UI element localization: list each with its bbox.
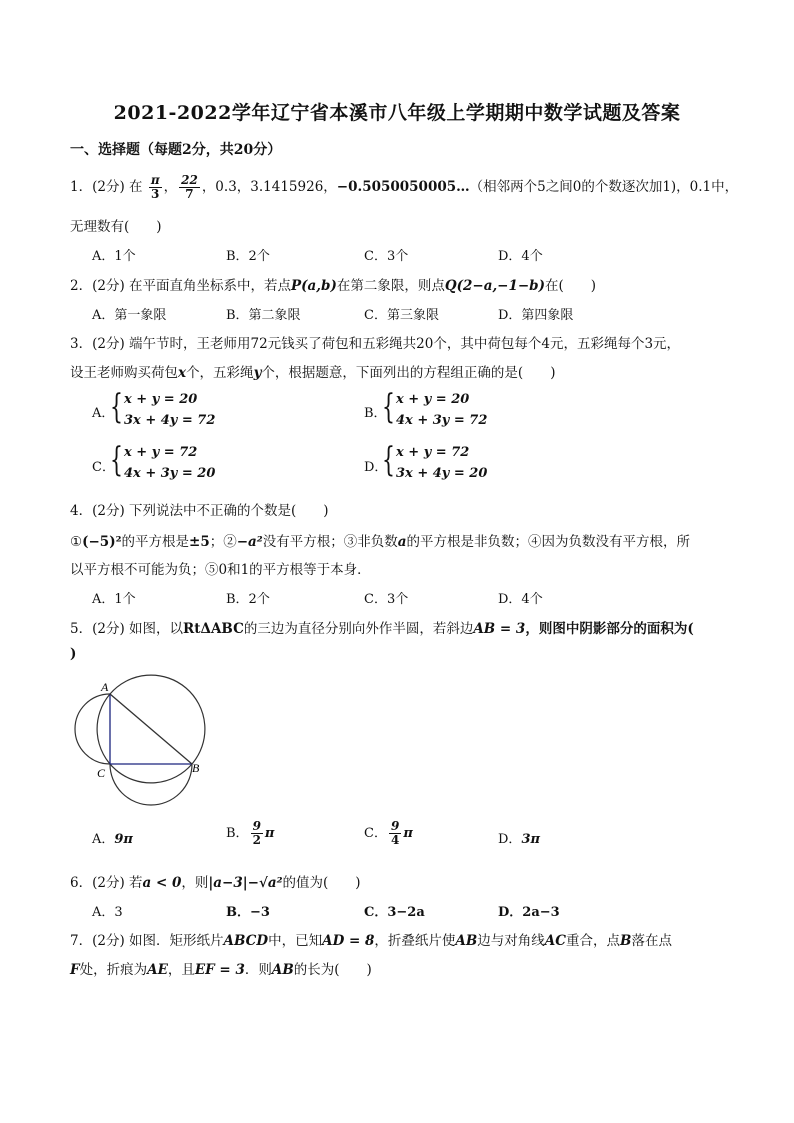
q6-option-b[interactable]: B．−3 bbox=[226, 905, 270, 920]
q2-option-a[interactable]: A．第一象限 bbox=[92, 308, 167, 323]
label-a: A bbox=[101, 680, 109, 694]
q7-text-f: 落在点 bbox=[631, 933, 672, 949]
q7-text-c: ，折叠纸片使 bbox=[374, 933, 456, 949]
q6-option-a[interactable]: A．3 bbox=[92, 905, 123, 920]
q7-text-g: 处，折痕为 bbox=[79, 962, 148, 978]
q3-var-x: x bbox=[178, 365, 187, 381]
q6-text-b: ，则 bbox=[181, 875, 209, 891]
q5-option-c[interactable] bbox=[364, 820, 413, 847]
q3-option-a-system[interactable] bbox=[110, 387, 230, 432]
q4-text-d: 没有平方根；③非负数 bbox=[262, 534, 398, 550]
side-ab bbox=[110, 694, 192, 764]
q5-opt-a-value: 9π bbox=[114, 832, 133, 847]
q7-math8: AB bbox=[271, 962, 294, 978]
q6-math1: a < 0 bbox=[142, 875, 182, 891]
exam-title: 2021-2022学年辽宁省本溪市八年级上学期期中数学试题及答案 bbox=[113, 102, 681, 124]
q5-option-d[interactable] bbox=[498, 828, 540, 847]
q2-text-c: 在( ) bbox=[545, 278, 597, 294]
q5-opt-d-label: D． bbox=[498, 832, 522, 847]
q5-opt-b-label: B． bbox=[226, 826, 249, 841]
q5-opt-c-pi: π bbox=[403, 826, 413, 841]
brace-icon: { bbox=[382, 440, 395, 480]
q4-math4: a bbox=[397, 534, 407, 550]
q5-option-a[interactable] bbox=[92, 828, 133, 847]
q2-text-b: 在第二象限，则点 bbox=[336, 278, 445, 294]
q4-option-b[interactable]: B．2个 bbox=[226, 592, 270, 607]
q7-text-j: 的长为( ) bbox=[293, 962, 372, 978]
q3-option-c-system[interactable] bbox=[110, 440, 230, 485]
brace-icon: { bbox=[110, 387, 123, 427]
q7-text-d: 边与对角线 bbox=[477, 933, 545, 949]
q3-var-y: y bbox=[253, 365, 262, 381]
q1-option-a[interactable]: A．1个 bbox=[92, 249, 136, 264]
q7-text-h: ，且 bbox=[167, 962, 195, 978]
q3-c-eq2: 4x + 3y = 20 bbox=[124, 466, 216, 481]
q5-opt-c-den: 4 bbox=[390, 833, 400, 847]
semicircle-bc bbox=[110, 764, 192, 805]
q3-d-eq1: x + y = 72 bbox=[396, 445, 470, 460]
q3-option-b-label[interactable]: B． bbox=[364, 406, 387, 421]
q3-text-a: 设王老师购买荷包 bbox=[70, 365, 178, 381]
q4-text-b: 的平方根是 bbox=[121, 534, 190, 550]
semicircle-ac bbox=[75, 694, 110, 764]
question-4-line1: 4．(2分) 下列说法中不正确的个数是( ) bbox=[70, 503, 329, 519]
q4-option-a[interactable]: A．1个 bbox=[92, 592, 136, 607]
question-7-line2 bbox=[70, 958, 372, 978]
question-3-line2 bbox=[70, 361, 555, 381]
question-6 bbox=[70, 871, 361, 891]
semicircle-ab-rest bbox=[97, 694, 192, 783]
q2-text-a: 2．(2分) 在平面直角坐标系中，若点 bbox=[70, 278, 292, 294]
q3-c-eq1: x + y = 72 bbox=[124, 445, 198, 460]
q7-text-b: 中，已知 bbox=[268, 933, 323, 949]
label-c: C bbox=[97, 766, 106, 780]
question-1: 1．(2分) 在 $\frac{\pi}{3}$ ， $\frac{22}{7}$ ，0.3，3.1415926，−0.5050050005…（相邻两个5之间0的个数逐次加1)，0.1中， bbox=[70, 173, 739, 201]
q5-text-c: ，则图中阴影部分的面积为( bbox=[525, 621, 694, 637]
question-5-line2: ) bbox=[70, 646, 77, 662]
q1-option-b[interactable]: B．2个 bbox=[226, 249, 270, 264]
q7-math7: EF = 3 bbox=[194, 962, 245, 978]
q4-math1: (−5)² bbox=[82, 534, 122, 550]
q7-math2: AD = 8 bbox=[322, 933, 375, 949]
q3-option-b-system[interactable] bbox=[382, 387, 502, 432]
q1-f1-num: π bbox=[150, 173, 160, 187]
q5-opt-c-num: 9 bbox=[390, 819, 400, 833]
q2-option-d[interactable]: D．第四象限 bbox=[498, 308, 574, 323]
q5-opt-c-label: C． bbox=[364, 826, 387, 841]
question-5-line1 bbox=[70, 617, 694, 637]
q5-math2: AB = 3 bbox=[473, 621, 526, 637]
q3-option-a-label[interactable]: A． bbox=[92, 406, 115, 421]
q5-math1: RtΔABC bbox=[183, 621, 244, 637]
q1-option-c[interactable]: C．3个 bbox=[364, 249, 409, 264]
q7-point-f: F bbox=[70, 962, 80, 978]
q5-figure bbox=[68, 672, 218, 812]
brace-icon: { bbox=[110, 440, 123, 480]
q7-math6: AE bbox=[147, 962, 168, 978]
q7-text-e: 重合，点 bbox=[566, 933, 621, 949]
q3-b-eq1: x + y = 20 bbox=[396, 392, 470, 407]
q7-math4: AC bbox=[544, 933, 567, 949]
question-3-line1: 3．(2分) 端午节时，王老师用72元钱买了荷包和五彩绳共20个，其中荷包每个4元，五彩绳每个3元， bbox=[70, 336, 681, 352]
q4-option-d[interactable]: D．4个 bbox=[498, 592, 543, 607]
q7-text-i: ．则 bbox=[244, 962, 272, 978]
q1-bold-number: −0.5050050005… bbox=[336, 179, 470, 195]
question-4-line2 bbox=[70, 530, 690, 550]
q1-line2: 无理数有( ) bbox=[70, 219, 162, 235]
q5-opt-a-label: A． bbox=[92, 832, 115, 847]
q6-text-a: 6．(2分) 若 bbox=[70, 875, 143, 891]
section-heading: 一、选择题（每题2分，共20分） bbox=[70, 142, 282, 158]
q3-option-d-label[interactable]: D． bbox=[364, 460, 388, 475]
q6-text-c: 的值为( ) bbox=[282, 875, 361, 891]
q4-text-e: 的平方根是非负数；④因为负数没有平方根，所 bbox=[406, 534, 690, 550]
q5-text-a: 5．(2分) 如图，以 bbox=[70, 621, 184, 637]
q1-middle: ，0.3，3.1415926， bbox=[201, 179, 337, 195]
q4-math2: ±5 bbox=[189, 534, 210, 550]
q3-a-eq2: 3x + 4y = 72 bbox=[124, 413, 216, 428]
q3-option-c-label[interactable]: C． bbox=[92, 460, 115, 475]
question-4-line3: 以平方根不可能为负；⑤0和1的平方根等于本身． bbox=[70, 562, 371, 578]
q4-math3: −a² bbox=[236, 534, 263, 550]
q1-f1-den: 3 bbox=[151, 187, 160, 201]
q6-math2: |a−3|−√a² bbox=[208, 875, 283, 891]
semicircle-ab bbox=[110, 675, 205, 764]
question-2 bbox=[70, 274, 596, 294]
label-b: B bbox=[192, 761, 200, 775]
q1-option-d[interactable]: D．4个 bbox=[498, 249, 543, 264]
q5-opt-c-fraction bbox=[389, 820, 401, 847]
brace-icon: { bbox=[382, 387, 395, 427]
q5-option-b[interactable] bbox=[226, 820, 274, 847]
q2-point-p: P(a,b) bbox=[291, 278, 337, 294]
q5-text-b: 的三边为直径分别向外作半圆，若斜边 bbox=[243, 621, 474, 637]
q6-option-c[interactable]: C．3−2a bbox=[364, 905, 425, 920]
q1-tail: （相邻两个5之间0的个数逐次加1)，0.1中， bbox=[469, 179, 739, 195]
q7-text-a: 7．(2分) 如图．矩形纸片 bbox=[70, 933, 224, 949]
q4-text-c: ；② bbox=[209, 534, 237, 550]
q3-b-eq2: 4x + 3y = 72 bbox=[396, 413, 488, 428]
q5-opt-b-num: 9 bbox=[252, 819, 261, 833]
q4-option-c[interactable]: C．3个 bbox=[364, 592, 409, 607]
q3-d-eq2: 3x + 4y = 20 bbox=[396, 466, 488, 481]
q1-f2-den: 7 bbox=[185, 187, 194, 201]
q1-fraction-22-over-7 bbox=[179, 174, 200, 201]
q3-a-eq1: x + y = 20 bbox=[124, 392, 198, 407]
q5-opt-b-den: 2 bbox=[252, 833, 261, 847]
q3-option-d-system[interactable] bbox=[382, 440, 502, 485]
q2-option-b[interactable]: B．第二象限 bbox=[226, 308, 301, 323]
q7-math3: AB bbox=[455, 933, 478, 949]
q3-text-b: 个，五彩绳 bbox=[186, 365, 254, 381]
q2-point-q: Q(2−a,−1−b) bbox=[444, 278, 545, 294]
question-7-line1 bbox=[70, 929, 672, 949]
q1-prefix: 1．(2分) 在 bbox=[70, 179, 143, 195]
q7-math1: ABCD bbox=[223, 933, 269, 949]
q5-opt-b-fraction bbox=[251, 820, 263, 847]
q1-fraction-pi-over-3 bbox=[149, 174, 162, 201]
q3-text-c: 个，根据题意，下面列出的方程组正确的是( ) bbox=[261, 365, 556, 381]
q7-math5: B bbox=[620, 933, 632, 949]
q1-f2-num: 22 bbox=[181, 173, 198, 187]
q5-opt-b-pi: π bbox=[264, 826, 275, 841]
q6-option-d[interactable]: D．2a−3 bbox=[498, 905, 560, 920]
q5-opt-d-value: 3π bbox=[521, 832, 540, 847]
q4-text-a: ① bbox=[70, 534, 83, 550]
q2-option-c[interactable]: C．第三象限 bbox=[364, 308, 439, 323]
